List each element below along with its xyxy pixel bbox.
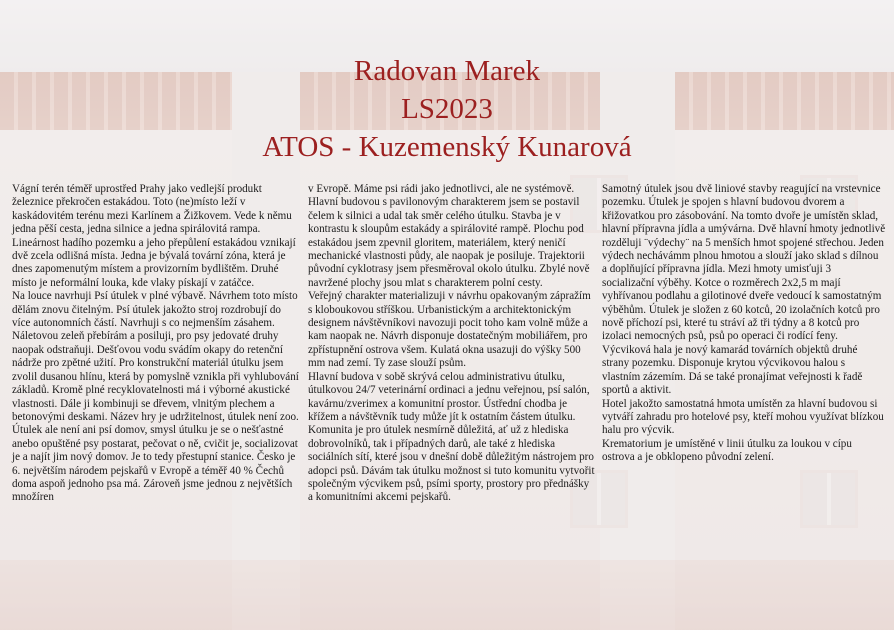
text-column-1 bbox=[12, 183, 300, 505]
paragraph: Hlavní budovou s pavilonovým charakterem jsem se postavil čelem k silnici a udal tak směr celého útulku. Stavba je v kontrastu k sloupům estakády a spirálovité rampě. Plochu pod estakádou jsem zpevnil gloritem, materiálem, který neničí mechanické vlastnosti půdy, ale naopak je posiluje. Trajektorii původní cyklotrasy jsem přesměroval okolo útulku. Zbylé nově navržené plochy jsou mlat s charakterem polní cesty. bbox=[308, 196, 590, 289]
paragraph: Výcviková hala je nový kamarád továrních objektů druhé strany pozemku. Disponuje krytou výcvikovou halou s vlastním zázemím. Dá se také pronajímat veřejnosti k řadě sportů a aktivit. bbox=[602, 343, 863, 397]
text-column-2 bbox=[308, 183, 596, 505]
page-title bbox=[0, 52, 894, 166]
studio-name: ATOS - Kuzemenský Kunarová bbox=[262, 131, 632, 163]
semester-label: LS2023 bbox=[401, 93, 493, 125]
paragraph: Útulek ale není ani psí domov, smysl útulku je se o nešťastné anebo opuštěné psy postarat, pečovat o ně, cvičit je, socializovat je a najít jim nový domov. Je to tedy přestupní stanice. Česko je 6. největším národem pejskařů v Evropě a téměř 40 % Čechů doma aspoň jednoho psa má. Zároveň jsme jednou z největších množíren bbox=[12, 424, 298, 504]
paragraph: Na louce navrhuji Psí útulek v plné výbavě. Návrhem toto místo dělám znovu čitelným. Psí útulek jakožto stroj rozdrobují do více autonomních částí. Navrhuji s co nejmenším zásahem. Náletovou zeleň přebírám a posiluji, pro psy jedovaté druhy naopak odstraňuji. Dešťovou vodu svádím okapy do retenční nádrže pro zpětné užití. Pro konstrukční materiál útulku jsem zvolil dusanou hlínu, která by pomyslně vznikla při vyhlubování základů. Kromě plné recyklovatelnosti má i výborné akustické vlastnosti. Dále ji kombinuji se dřevem, vlnitým plechem a betonovými deskami. Název hry je udržitelnost, útulek není zoo. bbox=[12, 290, 299, 423]
paragraph: Samotný útulek jsou dvě liniové stavby reagující na vrstevnice pozemku. Útulek je spojen s hlavní budovou dvorem a křižovatkou pro zásobování. Na tomto dvoře je umístěn sklad, hlavní přípravna jídla a umývárna. Dvě hlavní hmoty jednotlivě rozděluji ¨výdechy¨ na 5 menších hmot spojené střechou. Jeden výdech nechávámm plnou hmotou a slouží jako sklad s dílnou a doplňující přípravna jídla. Mezi hmoty umisťuji 3 socializační výběhy. Kotce o rozměrech 2x2,5 m mají vyhřívanou podlahu a gilotinové dveře vedoucí k samostatným výběhům. Útulek je složen z 60 kotců, 20 izolačních kotců pro nově příchozí psi, které tu stráví až tři týdny a 8 kotců pro izolaci nemocných psů, psů po operaci či rodící feny. bbox=[602, 183, 886, 343]
paragraph: v Evropě. Máme psi rádi jako jednotlivci, ale ne systémově. bbox=[308, 183, 575, 195]
author-name: Radovan Marek bbox=[353, 55, 541, 87]
paragraph: Hlavní budova v sobě skrývá celou administrativu útulku, útulkovou 24/7 veterinární ordinaci a jednu veřejnou, psí salón, kavárnu/zverimex a komunitní prostor. Ústřední chodba je křížem a návštěvník tudy může jít k ostatním částem útulku. Komunita je pro útulek nesmírně důležitá, ať už z hlediska dobrovolníků, tak i případných darů, ale také z hlediska sociálních sítí, které jsou v dnešní době důležitým nástrojem pro adopci psů. Dávám tak útulku možnost si tuto komunitu vytvořit společným výcvikem psů, psími sporty, prostory pro přednášky a komunitními akcemi pejskařů. bbox=[308, 370, 595, 504]
text-column-3 bbox=[602, 183, 886, 465]
paragraph: Veřejný charakter materializuji v návrhu opakovaným zápražím s kloboukovou stříškou. Urbanistickým a architektonickým designem návštěvníkovi navozuji pocit toho kam volně může a kam naopak ne. Návrh disponuje dostatečným mobiliářem, pro zpřístupnění ostrova všem. Kulatá okna usazuji do výšky 500 mm nad zemí. Ty zase slouží psům. bbox=[308, 290, 591, 370]
paragraph: Hotel jakožto samostatná hmota umístěn za hlavní budovou si vytváří zahradu pro hotelové psy, kteří mohou využívat blízkou halu pro výcvik. bbox=[602, 397, 884, 437]
paragraph: Krematorium je umístěné v linii útulku za loukou v cípu ostrova a je obklopeno původní zelení. bbox=[602, 437, 852, 464]
paragraph: Vágní terén téměř uprostřed Prahy jako vedlejší produkt železnice překročen estakádou. Toto (ne)místo leží v kaskádovitém terénu mezi Karlínem a Žižkovem. Vede k němu jedna pěší cesta, jedna silnice a jedna spirálovitá rampa. Lineárnost hadího pozemku a jeho přepůlení estakádou vznikají dvě zcela odlišná místa. Jedna je bývalá tovární zóna, která je dnes zapomenutým místem a provizorním bydlištěm. Druhé místo je neformální louka, kde vlaky pískají v zatáčce. bbox=[12, 183, 296, 289]
